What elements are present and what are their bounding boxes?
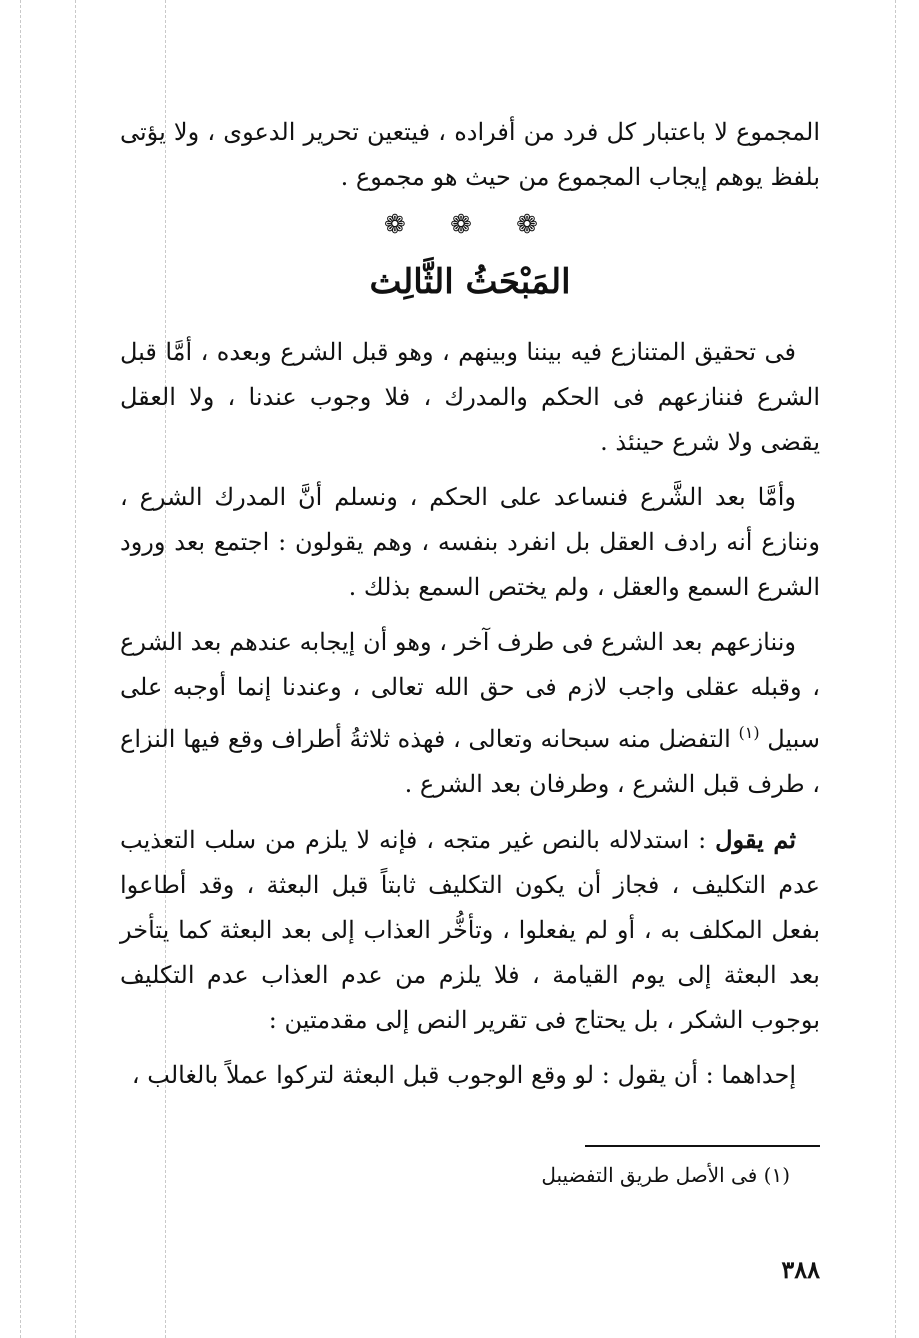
page-number: ٣٨٨ — [781, 1255, 820, 1284]
intro-paragraph: المجموع لا باعتبار كل فرد من أفراده ، فيتعين تحرير الدعوى ، ولا يؤتى بلفظ يوهم إيجاب المجموع من حيث هو مجموع . — [120, 118, 820, 191]
footnote-reference: (١) — [738, 723, 760, 742]
paragraph-6: إحداهما : أن يقول : لو وقع الوجوب قبل البعثة لتركوا عملاً بالغالب ، — [131, 1061, 796, 1089]
scan-guide-line — [75, 0, 76, 1338]
paragraph-5-text: : استدلاله بالنص غير متجه ، فإنه لا يلزم من سلب التعذيب عدم التكليف ، فجاز أن يكون التكليف ثابتاً قبل البعثة ، وقد أطاعوا بفعل المكلف به ، أو لم يفعلوا ، وتأخُّر العذاب إلى بعد البعثة كما يتأخر بعد البعثة إلى يوم القيامة ، فلا يلزم من عدم العذاب عدم التكليف بوجوب الشكر ، بل يحتاج فى تقرير النص إلى مقدمتين : — [120, 826, 820, 1034]
section-title: المَبْحَثُ الثَّالِث — [369, 262, 571, 302]
paragraph-3 — [120, 620, 820, 807]
bold-lead-phrase: ثم يقول — [715, 825, 796, 854]
footnote: (١) فى الأصل طريق التفضيبل — [541, 1163, 790, 1187]
paragraph-3-text: وننازعهم بعد الشرع فى طرف آخر ، وهو أن إيجابه عندهم بعد الشرع ، وقبله عقلى واجب لازم فى حق الله تعالى ، وعندنا إنما أوجبه على سبيل — [120, 628, 820, 753]
body-text — [120, 330, 820, 1098]
section-ornament: ❁ ❁ ❁ — [384, 210, 556, 240]
paragraph-1: فى تحقيق المتنازع فيه بيننا وبينهم ، وهو قبل الشرع وبعده ، أمَّا قبل الشرع فننازعهم فى الحكم والمدرك ، فلا وجوب عندنا ، ولا العقل يقضى ولا شرع حينئذ . — [120, 338, 820, 456]
footnote-separator — [585, 1145, 820, 1147]
paragraph-5 — [120, 817, 820, 1043]
scan-guide-line — [20, 0, 21, 1338]
paragraph-3-continuation: التفضل منه سبحانه وتعالى ، فهذه ثلاثةُ أطراف وقع فيها النزاع ، طرف قبل الشرع ، وطرفان بعد الشرع . — [120, 725, 820, 798]
paragraph-2: وأمَّا بعد الشَّرع فنساعد على الحكم ، ونسلم أنَّ المدرك الشرع ، وننازع أنه رادف العقل بل انفرد بنفسه ، وهم يقولون : اجتمع بعد ورود الشرع السمع والعقل ، ولم يختص السمع بذلك . — [120, 483, 820, 601]
scan-guide-line — [895, 0, 896, 1338]
